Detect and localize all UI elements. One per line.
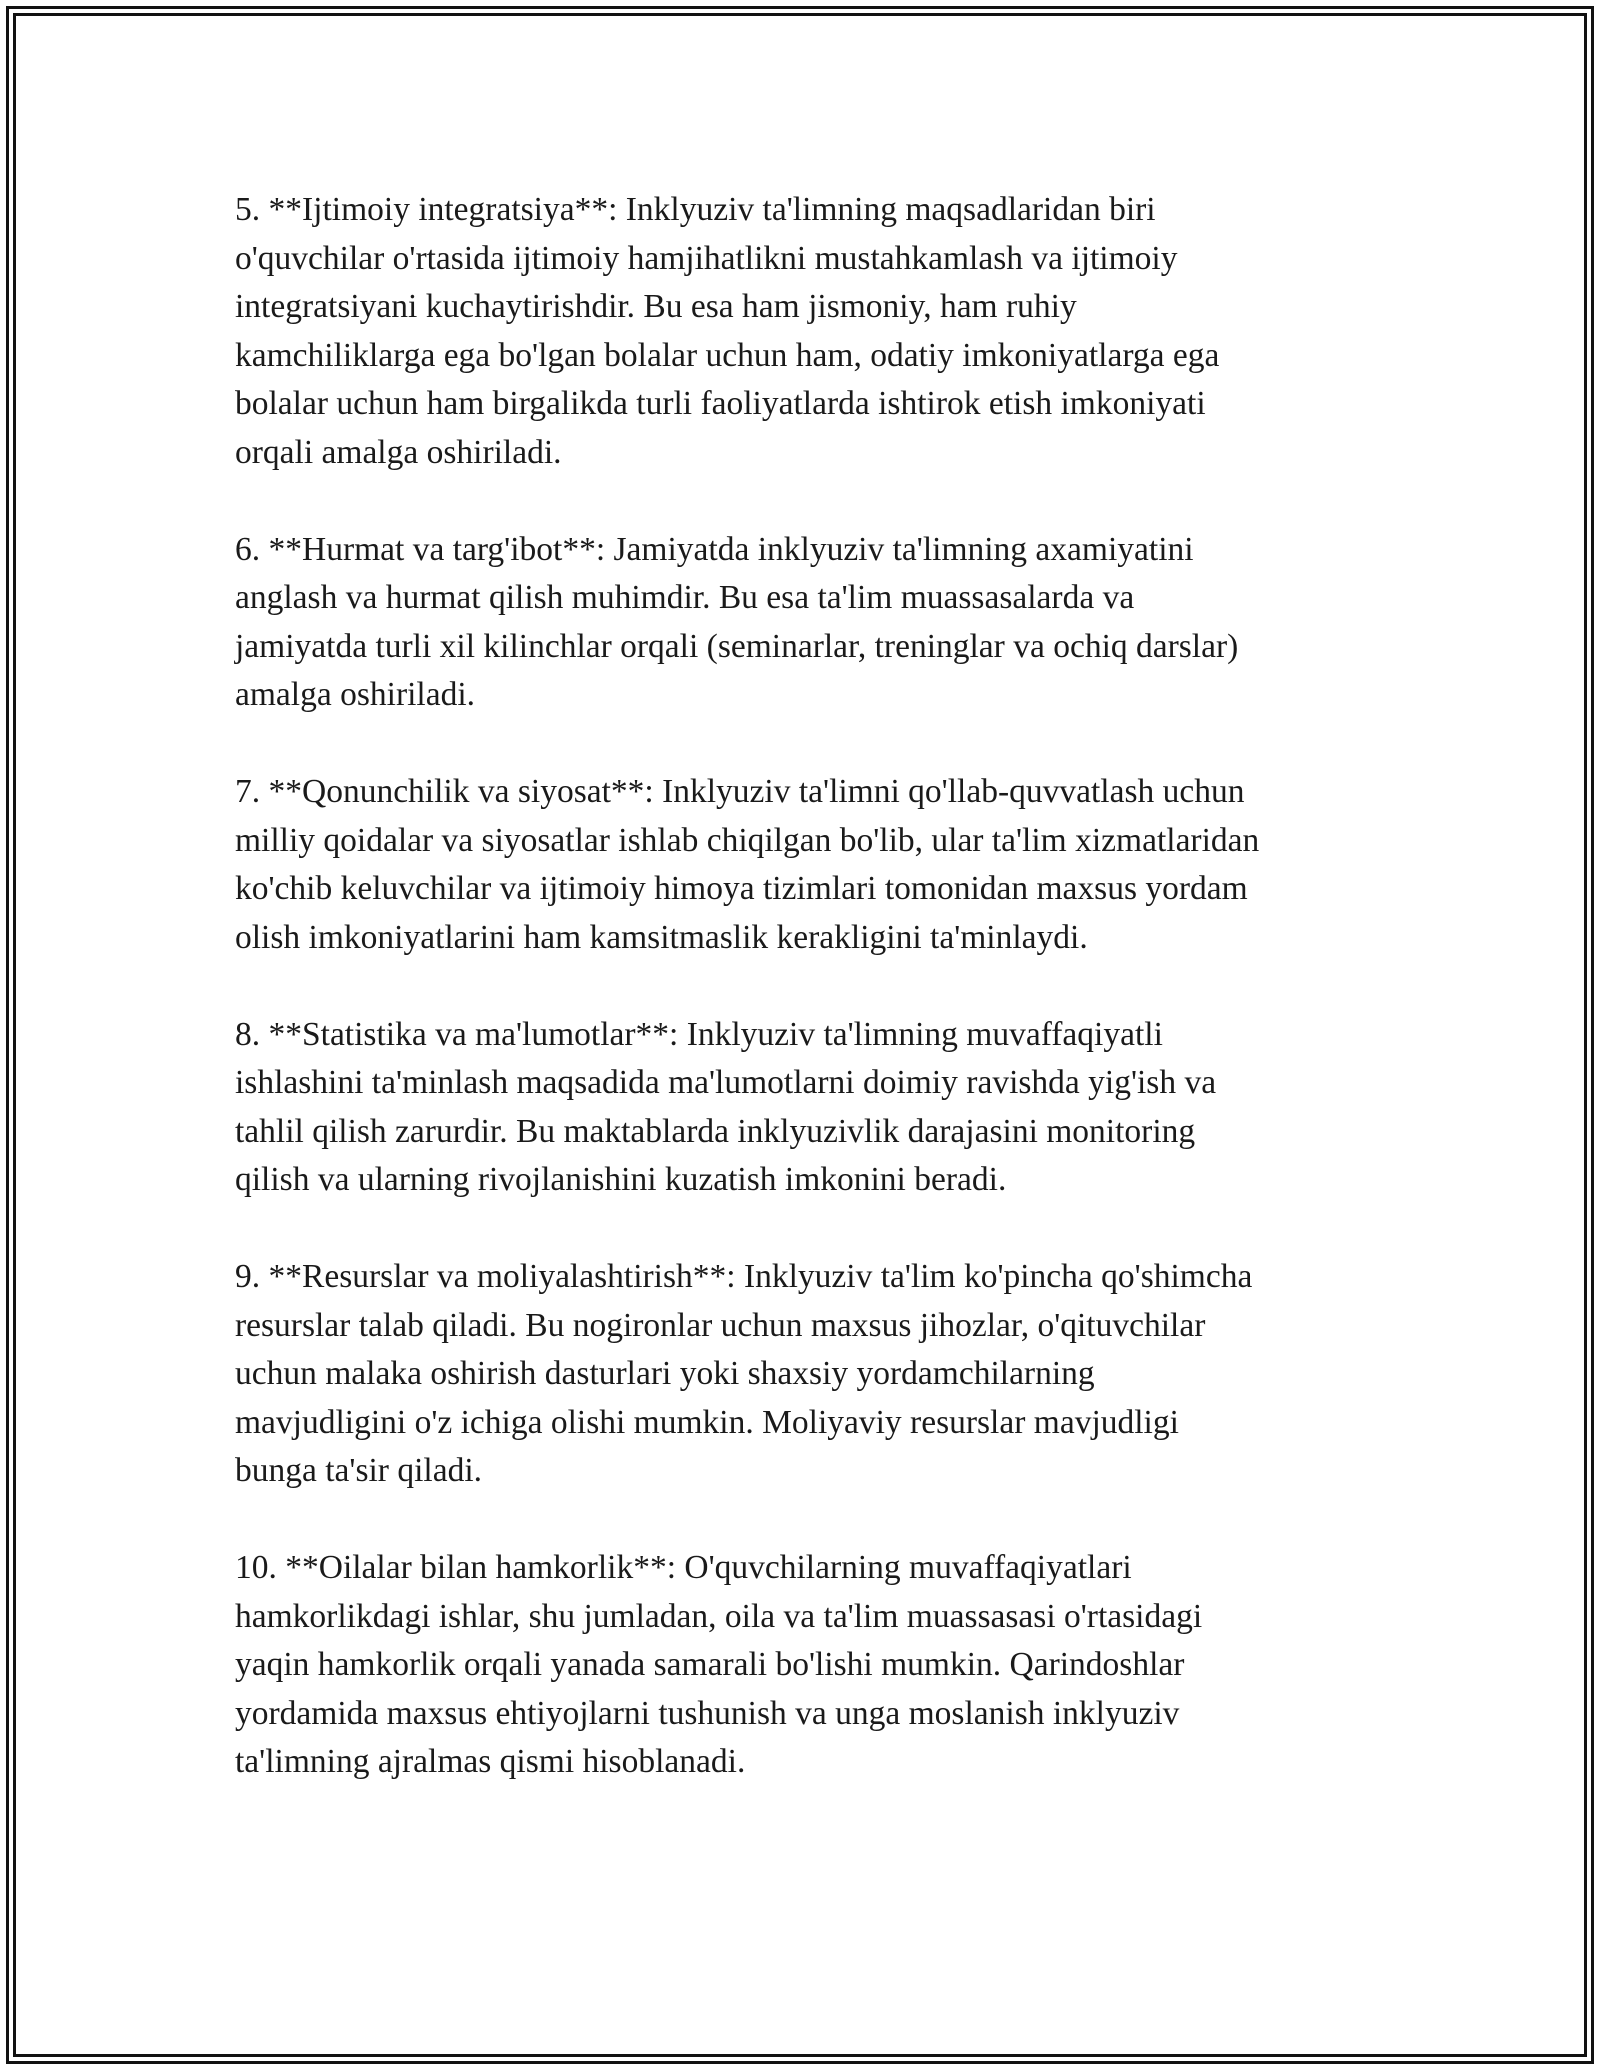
text-line: ko'chib keluvchilar va ijtimoiy himoya tizimlari tomonidan maxsus yordam: [235, 870, 1248, 907]
text-line: ishlashini ta'minlash maqsadida ma'lumotlarni doimiy ravishda yig'ish va: [235, 1064, 1217, 1101]
text-line: hamkorlikdagi ishlar, shu jumladan, oila va ta'lim muassasasi o'rtasidagi: [235, 1597, 1203, 1635]
paragraph-statistika-va-malumotlar: [235, 1011, 1370, 1205]
text-line: 6. **Hurmat va targ'ibot**: Jamiyatda inklyuziv ta'limning axamiyatini: [235, 530, 1194, 568]
text-line: uchun malaka oshirish dasturlari yoki shaxsiy yordamchilarning: [235, 1355, 1095, 1392]
paragraph-oilalar-bilan-hamkorlik: [235, 1544, 1370, 1787]
text-line: amalga oshiriladi.: [235, 676, 476, 713]
text-line: kamchiliklarga ega bo'lgan bolalar uchun ham, odatiy imkoniyatlarga ega: [235, 336, 1220, 374]
text-line: qilish va ularning rivojlanishini kuzatish imkonini beradi.: [235, 1161, 1007, 1198]
paragraph-hurmat-va-targibot: [235, 526, 1370, 720]
paragraph-resurslar-va-moliyalashtirish: [235, 1253, 1370, 1496]
text-line: orqali amalga oshiriladi.: [235, 433, 562, 471]
text-line: bunga ta'sir qiladi.: [235, 1452, 482, 1489]
paragraph-qonunchilik-va-siyosat: [235, 768, 1370, 962]
text-line: o'quvchilar o'rtasida ijtimoiy hamjihatlikni mustahkamlash va ijtimoiy: [235, 239, 1178, 277]
text-line: 10. **Oilalar bilan hamkorlik**: O'quvchilarning muvaffaqiyatlari: [235, 1549, 1132, 1586]
text-line: jamiyatda turli xil kilinchlar orqali (seminarlar, treninglar va ochiq darslar): [235, 627, 1239, 665]
text-line: 7. **Qonunchilik va siyosat**: Inklyuziv ta'limni qo'llab-quvvatlash uchun: [235, 773, 1245, 810]
document-body: [235, 186, 1370, 1835]
text-line: tahlil qilish zarurdir. Bu maktablarda inklyuzivlik darajasini monitoring: [235, 1112, 1196, 1150]
text-line: mavjudligini o'z ichiga olishi mumkin. Moliyaviy resurslar mavjudligi: [235, 1403, 1179, 1441]
text-line: bolalar uchun ham birgalikda turli faoliyatlarda ishtirok etish imkoniyati: [235, 385, 1206, 422]
paragraph-ijtimoiy-integratsiya: [235, 186, 1370, 477]
text-line: 8. **Statistika va ma'lumotlar**: Inklyuziv ta'limning muvaffaqiyatli: [235, 1015, 1163, 1053]
text-line: ta'limning ajralmas qismi hisoblanadi.: [235, 1743, 746, 1780]
text-line: anglash va hurmat qilish muhimdir. Bu esa ta'lim muassasalarda va: [235, 579, 1135, 616]
text-line: yordamida maxsus ehtiyojlarni tushunish va unga moslanish inklyuziv: [235, 1694, 1180, 1732]
text-line: 9. **Resurslar va moliyalashtirish**: Inklyuziv ta'lim ko'pincha qo'shimcha: [235, 1258, 1253, 1295]
text-line: 5. **Ijtimoiy integratsiya**: Inklyuziv ta'limning maqsadlaridan biri: [235, 191, 1156, 228]
text-line: yaqin hamkorlik orqali yanada samarali bo'lishi mumkin. Qarindoshlar: [235, 1646, 1185, 1683]
text-line: milliy qoidalar va siyosatlar ishlab chiqilgan bo'lib, ular ta'lim xizmatlaridan: [235, 821, 1260, 859]
text-line: integratsiyani kuchaytirishdir. Bu esa ham jismoniy, ham ruhiy: [235, 288, 1077, 325]
text-line: olish imkoniyatlarini ham kamsitmaslik kerakligini ta'minlaydi.: [235, 918, 1088, 956]
text-line: resurslar talab qiladi. Bu nogironlar uchun maxsus jihozlar, o'qituvchilar: [235, 1306, 1206, 1344]
